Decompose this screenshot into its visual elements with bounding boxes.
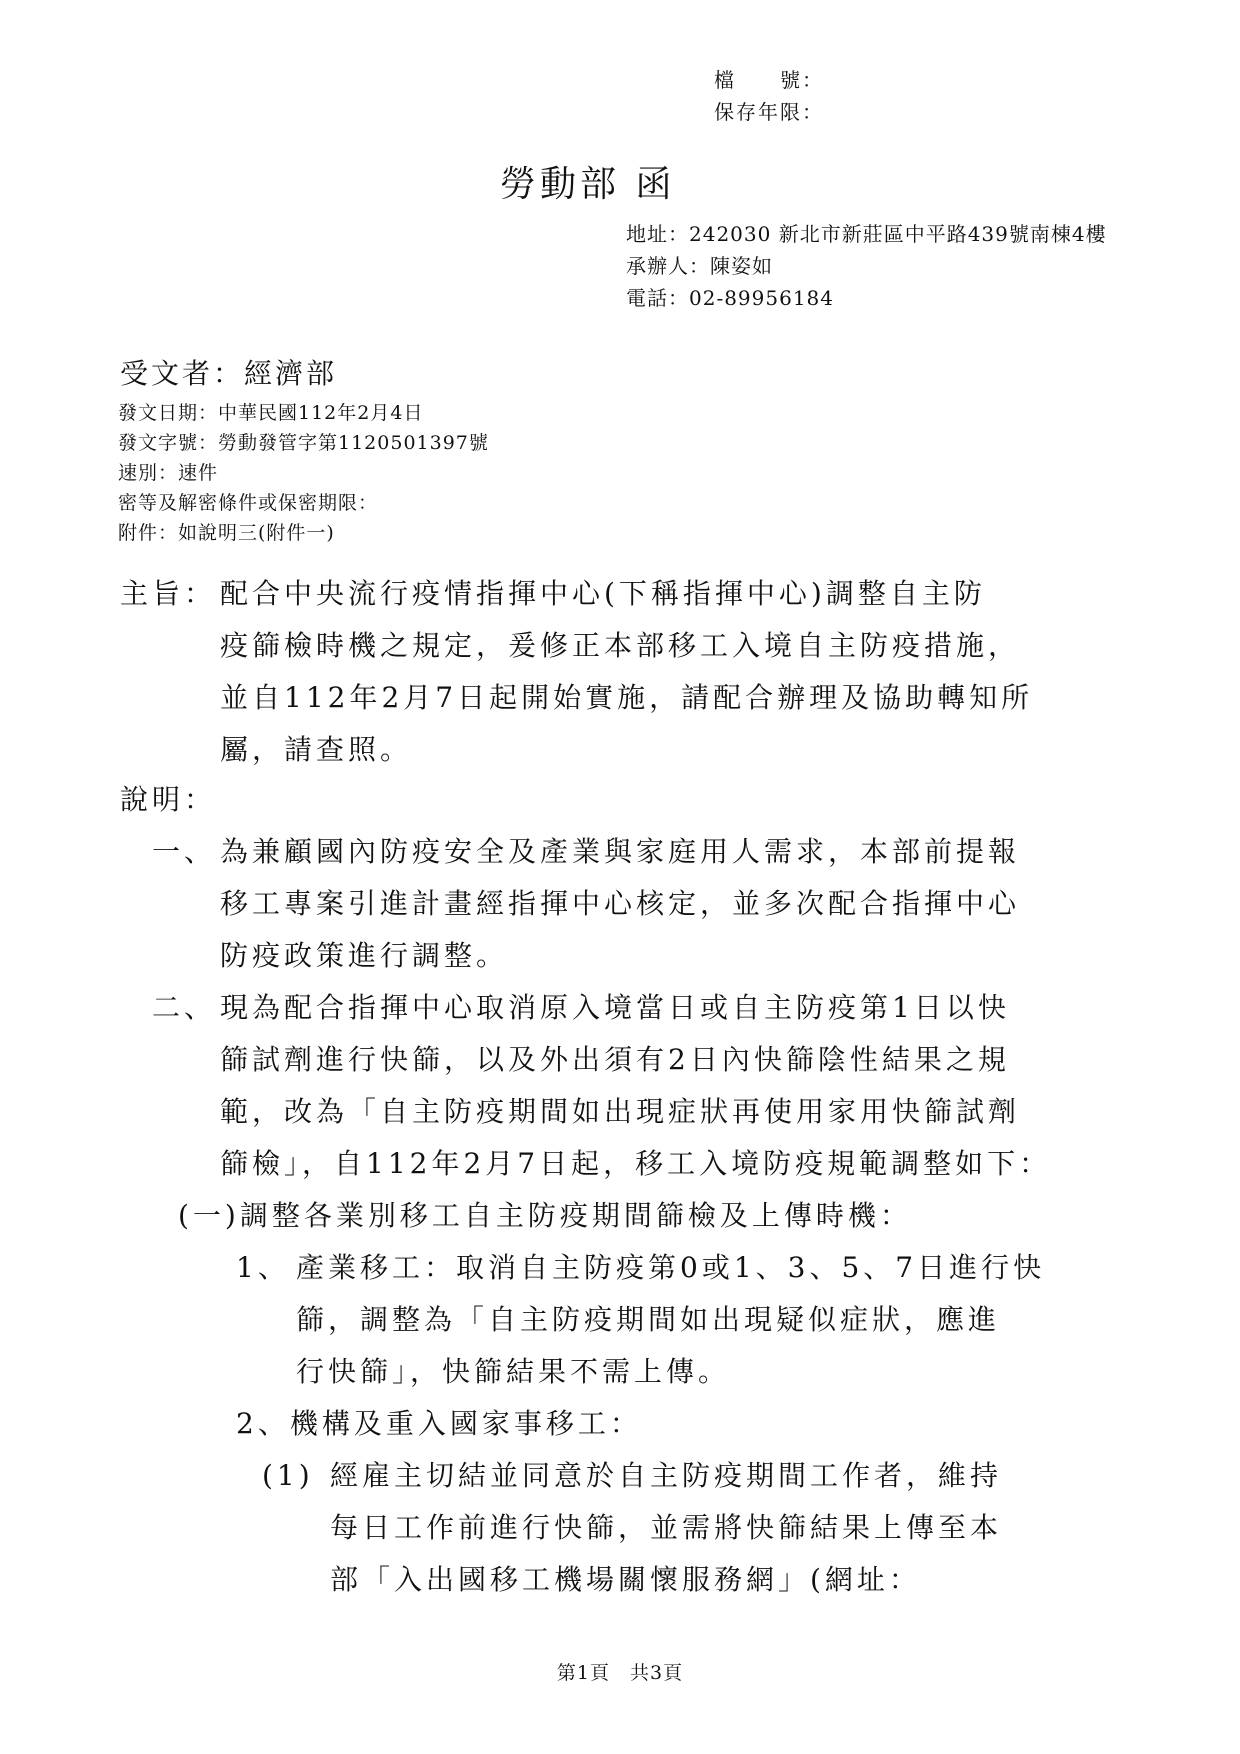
item-line: 現為配合指揮中心取消原入境當日或自主防疫第1日以快 [220,991,1010,1024]
point-number: 1、 [236,1251,290,1284]
sub-point-line: 每日工作前進行快篩，並需將快篩結果上傳至本 [330,1511,1003,1544]
item-number: 一、 [152,835,217,868]
item-line: 篩檢」，自112年2月7日起，移工入境防疫規範調整如下： [220,1147,1052,1180]
point-2 [236,1398,642,1450]
sub-point-number: (1) [262,1459,314,1492]
point-text: 機構及重入國家事移工： [289,1407,642,1440]
point-line: 產業移工：取消自主防疫第0或1、3、5、7日進行快 [296,1251,1046,1284]
file-number-label: 檔 號： [714,68,824,92]
item-line: 移工專案引進計畫經指揮中心核定，並多次配合指揮中心 [220,887,1021,920]
sub-item-number: (一) [178,1199,240,1232]
issue-date: 發文日期：中華民國112年2月4日 [118,402,424,424]
explanation-label: 說明： [120,783,217,816]
subject-label: 主旨： [120,577,217,610]
subject-line: 屬，請查照。 [220,733,413,766]
sub-point-line: 部「入出國移工機場關懷服務網」(網址： [330,1563,921,1596]
secrecy-level: 密等及解密條件或保密期限： [118,492,379,514]
subject-line: 並自112年2月7日起開始實施，請配合辦理及協助轉知所 [220,681,1034,714]
filing-info [714,64,824,128]
subject-body [220,568,1170,776]
item-line: 範，改為「自主防疫期間如出現症狀再使用家用快篩試劑 [220,1095,1021,1128]
document-number: 發文字號：勞動發管字第1120501397號 [118,432,489,454]
item-number: 二、 [152,991,217,1024]
handler: 承辦人：陳姿如 [626,254,773,278]
recipient: 受文者：經濟部 [120,357,338,390]
item-line: 篩試劑進行快篩，以及外出須有2日內快篩陰性結果之規 [220,1043,1010,1076]
page-indicator: 第1頁 共3頁 [556,1662,684,1684]
contact-info [626,218,1107,314]
point-line: 行快篩」，快篩結果不需上傳。 [296,1355,731,1388]
speed-class: 速別：速件 [118,462,219,484]
item-line: 防疫政策進行調整。 [220,939,509,972]
sub-item-1 [178,1190,912,1242]
subject-line: 配合中央流行疫情指揮中心(下稱指揮中心)調整自主防 [220,577,986,610]
item-line: 為兼顧國內防疫安全及產業與家庭用人需求，本部前提報 [220,835,1021,868]
subject-line: 疫篩檢時機之規定，爰修正本部移工入境自主防疫措施， [220,629,1021,662]
sub-item-text: 調整各業別移工自主防疫期間篩檢及上傳時機： [239,1199,912,1232]
attachment-note: 附件：如說明三(附件一) [118,522,335,544]
sub-point-line: 經雇主切結並同意於自主防疫期間工作者，維持 [330,1459,1003,1492]
point-number: 2、 [236,1407,290,1440]
point-line: 篩，調整為「自主防疫期間如出現疑似症狀，應進 [296,1303,1001,1336]
address: 地址：242030 新北市新莊區中平路439號南棟4樓 [626,222,1107,246]
document-title: 勞動部 函 [500,164,676,205]
retention-period-label: 保存年限： [714,100,824,124]
phone: 電話：02-89956184 [626,286,835,310]
document-meta [118,398,489,548]
